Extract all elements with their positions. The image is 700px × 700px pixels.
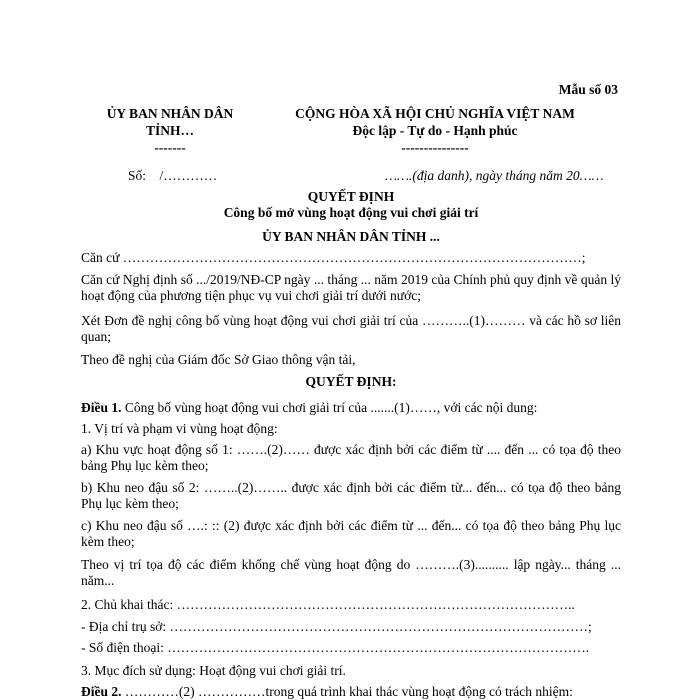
article-2 [81,684,621,700]
article-1-label: Điều 1. [81,400,122,415]
item-purpose: 3. Mục đích sử dụng: Hoạt động vui chơi giải trí. [81,663,346,678]
document-title: QUYẾT ĐỊNH [307,189,395,204]
document-number: Số: /………… [128,168,218,183]
national-title: CỘNG HÒA XÃ HỘI CHỦ NGHĨA VIỆT NAM [295,106,575,121]
item-position-scope: 1. Vị trí và phạm vi vùng hoạt động: [81,421,278,436]
paragraph-legal-basis-2: Căn cứ Nghị định số .../2019/NĐ-CP ngày ... tháng ... năm 2019 của Chính phủ quy định về quản lý hoạt động của phương tiện phục vụ vui chơi giải trí dưới nước; [81,272,621,303]
item-b-anchorage: b) Khu neo đậu số 2: ……..(2)…….. được xác định bởi các điểm từ... đến... có tọa độ theo bảng Phụ lục kèm theo; [81,480,621,511]
paragraph-application: Xét Đơn đề nghị công bố vùng hoạt động vui chơi giải trí của ………..(1)……… và các hồ sơ liên quan; [81,313,621,344]
article-2-label: Điều 2. [81,684,122,699]
operator-phone: - Số điện thoại: …………………………………………………………………………………. [81,640,590,655]
operator-address: - Địa chỉ trụ sở: …………………………………………………………………………………; [81,619,592,634]
right-header-rule: --------------- [401,140,469,155]
issuing-body-line2: TỈNH… [145,123,194,138]
item-operator: 2. Chủ khai thác: …………………………………………………………………………….. [81,597,575,612]
paragraph-proposal: Theo đề nghị của Giám đốc Sở Giao thông vận tải, [81,352,356,367]
document-subtitle: Công bố mở vùng hoạt động vui chơi giải trí [223,205,479,220]
paragraph-legal-basis-1: Căn cứ …………………………………………………………………………………………; [81,250,586,265]
issuing-body-line1: ỦY BAN NHÂN DÂN [106,106,234,121]
left-header-rule: ------- [154,140,186,155]
paragraph-control-points: Theo vị trí tọa độ các điểm khống chế vùng hoạt động do ……….(3).......... lập ngày... tháng ... năm... [81,557,621,588]
form-number: Mẫu số 03 [558,82,618,97]
article-2-text: …………(2) ……………trong quá trình khai thác vùng hoạt động có trách nhiệm: [121,684,573,699]
national-motto: Độc lập - Tự do - Hạnh phúc [352,123,518,138]
item-a-activity-area: a) Khu vực hoạt động số 1: …….(2)…… được xác định bởi các điểm từ .... đến ... có tọa độ theo bảng Phụ lục kèm theo; [81,442,621,473]
issuer-heading: ỦY BAN NHÂN DÂN TỈNH ... [262,229,440,244]
decision-heading: QUYẾT ĐỊNH: [305,374,397,389]
item-c-anchorage: c) Khu neo đậu số ….: :: (2) được xác định bởi các điểm từ ... đến... có tọa độ theo bảng Phụ lục kèm theo; [81,518,621,549]
article-1 [81,400,621,416]
place-date: …….(địa danh), ngày tháng năm 20…… [385,168,604,183]
article-1-text: Công bố vùng hoạt động vui chơi giải trí của .......(1)……, với các nội dung: [121,400,538,415]
